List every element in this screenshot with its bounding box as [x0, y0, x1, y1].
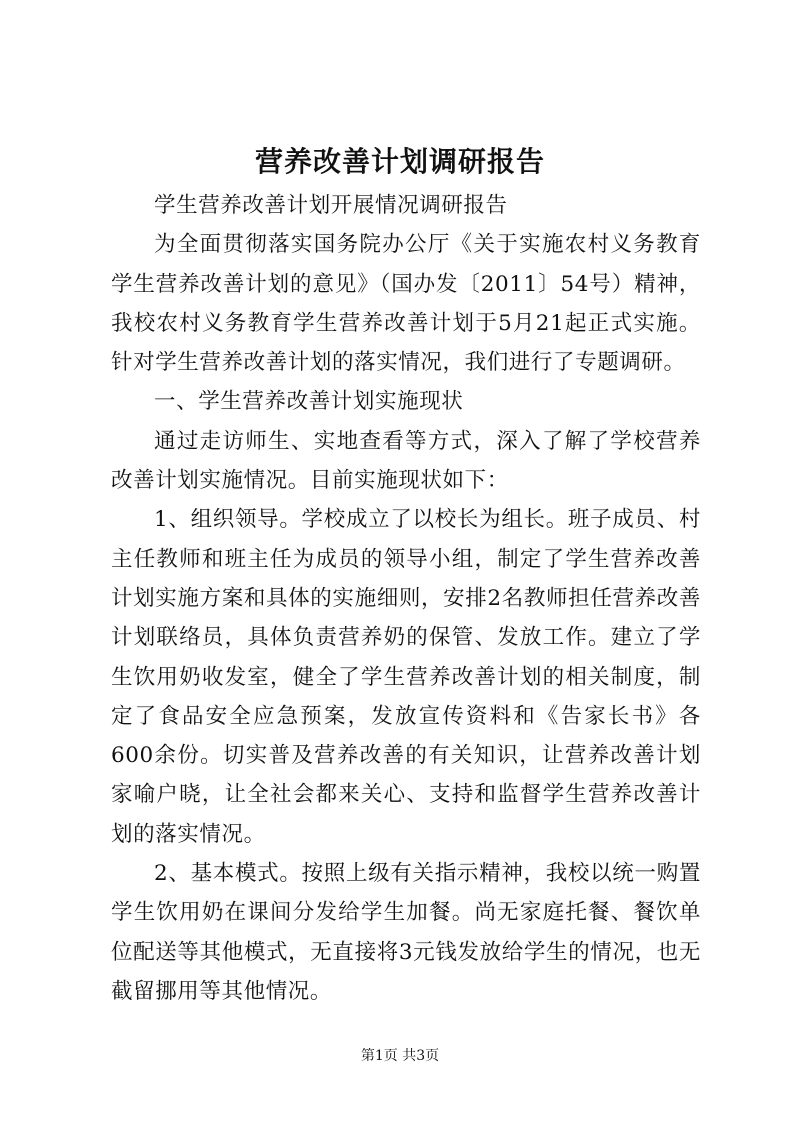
body-paragraph: 1、组织领导。学校成立了以校长为组长。班子成员、村主任教师和班主任为成员的领导小组，制定了学生营养改善计划实施方案和具体的实施细则，安排2名教师担任营养改善计划联络员，具体负责营养奶的保管、发放工作。建立了学生饮用奶收发室，健全了学生营养改善计划的相关制度，制定了食品安全应急预案，发放宣传资料和《告家长书》各600余份。切实普及营养改善的有关知识，让营养改善计划家喻户晓，让全社会都来关心、支持和监督学生营养改善计划的落实情况。 — [111, 507, 701, 847]
body-paragraph: 通过走访师生、实地查看等方式，深入了解了学校营养改善计划实施情况。目前实施现状如下： — [111, 428, 701, 494]
document-body — [111, 186, 701, 1011]
section-heading: 一、学生营养改善计划实施现状 — [154, 389, 464, 415]
subtitle-paragraph: 学生营养改善计划开展情况调研报告 — [154, 193, 508, 218]
intro-paragraph: 为全面贯彻落实国务院办公厅《关于实施农村义务教育学生营养改善计划的意见》（国办发〔2011〕54号）精神，我校农村义务教育学生营养改善计划于5月21起正式实施。针对学生营养改善计划的落实情况，我们进行了专题调研。 — [111, 232, 701, 376]
page-number-footer: 第1页 共3页 — [360, 1048, 440, 1064]
document-title: 营养改善计划调研报告 — [254, 145, 545, 178]
body-paragraph: 2、基本模式。按照上级有关指示精神，我校以统一购置学生饮用奶在课间分发给学生加餐。尚无家庭托餐、餐饮单位配送等其他模式，无直接将3元钱发放给学生的情况，也无截留挪用等其他情况。 — [111, 861, 701, 1004]
